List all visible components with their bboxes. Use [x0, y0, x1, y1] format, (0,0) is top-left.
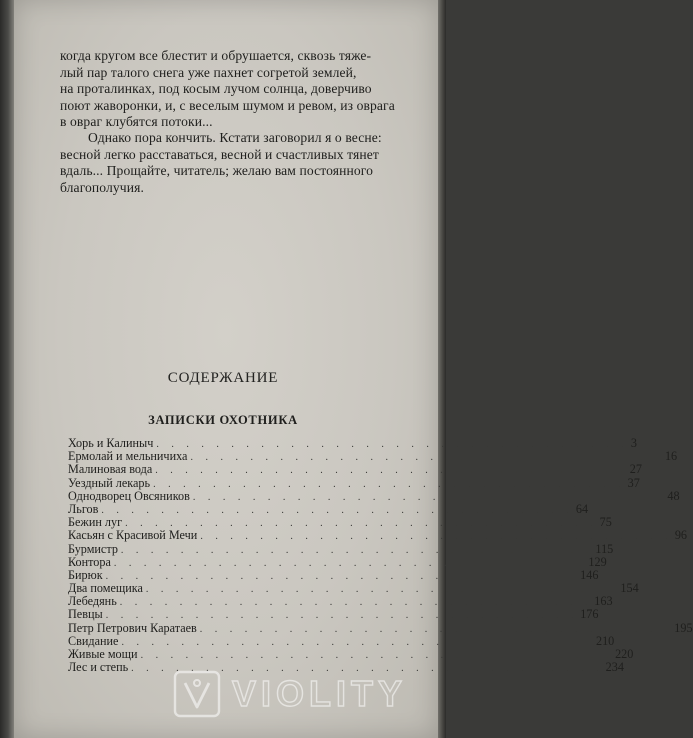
farewell-paragraph: [60, 130, 420, 196]
toc-entry-page: 96: [674, 528, 687, 543]
toc-entry: [68, 594, 613, 609]
toc-entry-page: 176: [580, 607, 599, 622]
text-line: поют жаворонки, и, с веселым шумом и ревом, из оврага: [60, 97, 395, 113]
leader-dots: . . . . . . . . . . . . . . . . . . . . . . . . . . . . . . . .: [125, 518, 598, 530]
leader-dots: . . . . . . . . . . . . . . . . . . . . . . . . . . . . . . . .: [192, 491, 666, 503]
leader-dots: . . . . . . . . . . . . . . . . . . . . . . . . . . . . . . . .: [145, 584, 619, 596]
violity-watermark: [172, 666, 407, 722]
text-line: весной легко расставаться, весной и счастливых тянет: [60, 146, 379, 162]
leader-dots: . . . . . . . . . . . . . . . . . . . . . . . . . . . . . . . .: [131, 663, 604, 675]
text-line: в овраг клубятся потоки...: [60, 114, 213, 130]
toc-entry-title: Бурмистр: [68, 541, 118, 556]
toc-entry-title: Свидание: [68, 633, 119, 648]
table-of-contents: [68, 436, 693, 675]
leader-dots: . . . . . . . . . . . . . . . . . . . . . . . . . . . . . . . .: [200, 531, 673, 543]
toc-entry: [68, 554, 607, 569]
toc-entry-title: Петр Петрович Каратаев: [68, 620, 197, 635]
violity-logo-icon: [172, 669, 222, 719]
toc-entry-page: 163: [594, 594, 613, 609]
leader-dots: . . . . . . . . . . . . . . . . . . . . . . . . . . . . . . . .: [140, 650, 614, 661]
toc-entry-title: Льгов: [68, 501, 99, 516]
leader-dots: . . . . . . . . . . . . . . . . . . . . . . . . . . . . . . . .: [101, 504, 574, 516]
text-line: на проталинках, под косым лучом солнца, доверчиво: [60, 81, 372, 97]
toc-entry: [68, 620, 693, 635]
leader-dots: . . . . . . . . . . . . . . . . . . . . . . . . . . . . . . . .: [155, 465, 628, 477]
toc-entry: [68, 541, 614, 556]
toc-entry-page: 75: [599, 515, 612, 530]
toc-entry-title: Малиновая вода: [68, 462, 153, 477]
leader-dots: . . . . . . . . . . . . . . . . . . . . . . . . . . . . . . . .: [113, 557, 587, 569]
toc-entry-title: Уездный лекарь: [68, 475, 151, 490]
toc-entry: [68, 462, 642, 477]
text-line: когда кругом все блестит и обрушается, сквозь тяже-: [60, 48, 372, 63]
text-line: вдаль... Прощайте, читатель; желаю вам постоянного: [60, 163, 373, 179]
toc-entry: [68, 528, 687, 543]
toc-entry-title: Живые мощи: [68, 647, 138, 661]
toc-entry-page: 64: [575, 501, 589, 516]
leader-dots: . . . . . . . . . . . . . . . . . . . . . . . . . . . . . . . .: [105, 570, 579, 582]
toc-entry-page: 220: [615, 647, 634, 661]
toc-entry-title: Ермолай и мельничиха: [68, 449, 188, 464]
leader-dots: . . . . . . . . . . . . . . . . . . . . . . . . . . . . . . . .: [119, 597, 593, 609]
leader-dots: . . . . . . . . . . . . . . . . . . . . . . . . . . . . . . . .: [190, 452, 663, 464]
toc-entry-title: Касьян с Красивой Мечи: [68, 528, 198, 543]
toc-entry-page: 27: [629, 462, 642, 477]
toc-entry: [68, 501, 589, 516]
toc-entry-title: Лебедянь: [68, 594, 117, 609]
contents-heading: СОДЕРЖАНИЕ: [167, 370, 279, 386]
text-line: лый пар талого снега уже пахнет согретой землей,: [60, 64, 357, 80]
toc-entry-page: 37: [627, 475, 640, 490]
toc-entry: [68, 581, 639, 596]
toc-entry-title: Однодворец Овсяников: [68, 488, 190, 503]
leader-dots: . . . . . . . . . . . . . . . . . . . . . . . . . . . . . . . .: [153, 478, 626, 490]
toc-entry: [68, 475, 640, 490]
toc-entry-title: Лес и степь: [68, 660, 129, 675]
toc-entry-page: 16: [664, 449, 678, 464]
leader-dots: . . . . . . . . . . . . . . . . . . . . . . . . . . . . . . . .: [121, 636, 594, 648]
text-line: Однако пора кончить. Кстати заговорил я о весне:: [88, 130, 382, 145]
leader-dots: . . . . . . . . . . . . . . . . . . . . . . . . . . . . . . . .: [199, 623, 673, 635]
toc-entry-page: 3: [630, 436, 637, 450]
leader-dots: . . . . . . . . . . . . . . . . . . . . . . . . . . . . . . . .: [120, 544, 594, 556]
section-title: ЗАПИСКИ ОХОТНИКА: [148, 413, 298, 427]
toc-entry: [68, 488, 680, 503]
leader-dots: . . . . . . . . . . . . . . . . . . . . . . . . . . . . . . . .: [156, 439, 629, 450]
toc-entry-title: Певцы: [68, 607, 103, 622]
toc-entry-page: 210: [595, 633, 615, 648]
toc-entry-page: 146: [580, 567, 599, 582]
watermark-text: VIOLITY: [232, 673, 408, 714]
toc-entry-page: 154: [620, 581, 639, 596]
toc-entry-page: 48: [667, 488, 680, 503]
toc-entry-title: Бирюк: [68, 567, 103, 582]
toc-entry-page: 115: [595, 541, 614, 556]
toc-entry-title: Два помещика: [68, 581, 143, 596]
leader-dots: . . . . . . . . . . . . . . . . . . . . . . . . . . . . . . . .: [105, 610, 579, 622]
toc-entry-page: 234: [605, 660, 624, 675]
toc-entry-title: Хорь и Калиныч: [68, 436, 154, 450]
toc-entry: [68, 607, 599, 622]
toc-entry-page: 195: [674, 620, 693, 635]
closing-paragraph: [60, 48, 420, 131]
toc-entry-page: 129: [588, 554, 607, 569]
toc-entry-title: Бежин луг: [68, 515, 123, 530]
text-line: благополучия.: [60, 179, 144, 195]
toc-entry-title: Контора: [68, 554, 111, 569]
